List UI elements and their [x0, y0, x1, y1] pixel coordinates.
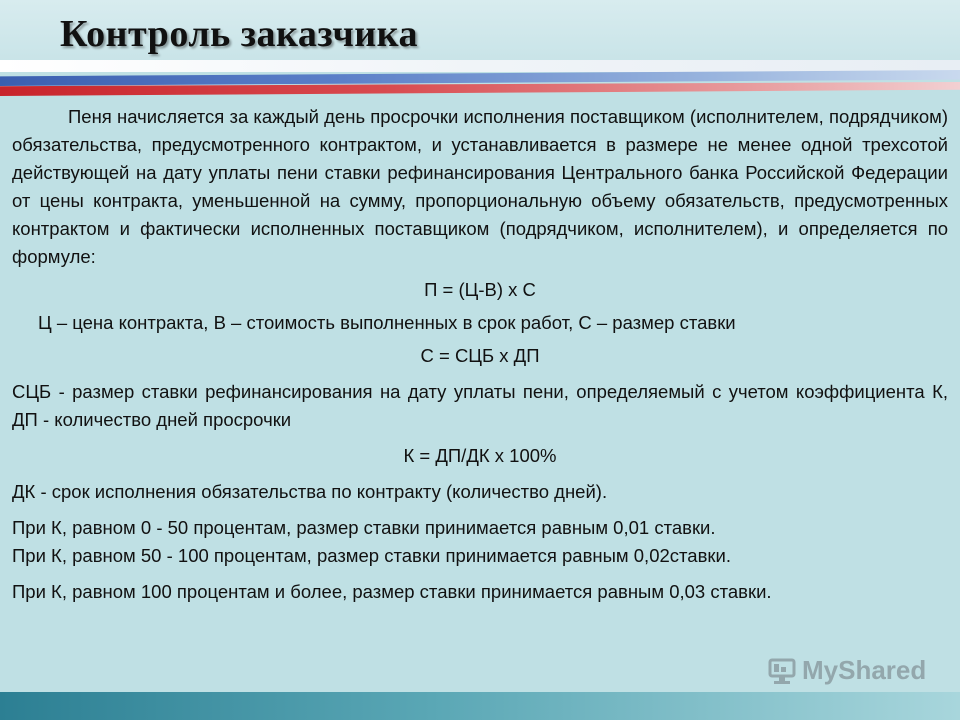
formula-penalty: П = (Ц-В) х С — [424, 279, 536, 300]
formula-legend: Ц – цена контракта, В – стоимость выполненных в срок работ, С – размер ставки — [38, 312, 736, 333]
myshared-logo-icon — [768, 657, 796, 685]
slide-content — [12, 103, 948, 606]
white-stripe — [0, 60, 960, 72]
rate-rule-2: При К, равном 50 - 100 процентам, размер ставки принимается равным 0,02ставки. — [12, 545, 731, 566]
title-area — [0, 0, 960, 60]
formula-rate: С = СЦБ х ДП — [420, 345, 540, 366]
watermark-text: MyShared — [802, 655, 927, 685]
penalty-paragraph: Пеня начисляется за каждый день просрочки исполнения поставщиком (исполнителем, подрядчиком) обязательства, предусмотренного контрактом, и устанавливается в размере не менее одной трехсотой действующей на дату уплаты пени ставки рефинансирования Центрального банка Российской Федерации от цены контракта, уменьшенной на сумму, пропорциональную объему обязательств, предусмотренных контрактом и фактически исполненных поставщиком (подрядчиком, исполнителем), и определяется по формуле: — [12, 106, 948, 267]
dk-paragraph: ДК - срок исполнения обязательства по контракту (количество дней). — [12, 481, 608, 502]
slide-title: Контроль заказчика — [60, 13, 418, 55]
flag-stripes — [0, 60, 960, 98]
formula-coefficient: К = ДП/ДК х 100% — [403, 445, 557, 466]
scb-paragraph: СЦБ - размер ставки рефинансирования на дату уплаты пени, определяемый с учетом коэффициента К, ДП - количество дней просрочки — [12, 381, 948, 430]
watermark — [768, 655, 926, 686]
bottom-bar — [0, 692, 960, 720]
rate-rule-3: При К, равном 100 процентам и более, размер ставки принимается равным 0,03 ставки. — [12, 581, 772, 602]
rate-rule-1: При К, равном 0 - 50 процентам, размер ставки принимается равным 0,01 ставки. — [12, 517, 716, 538]
